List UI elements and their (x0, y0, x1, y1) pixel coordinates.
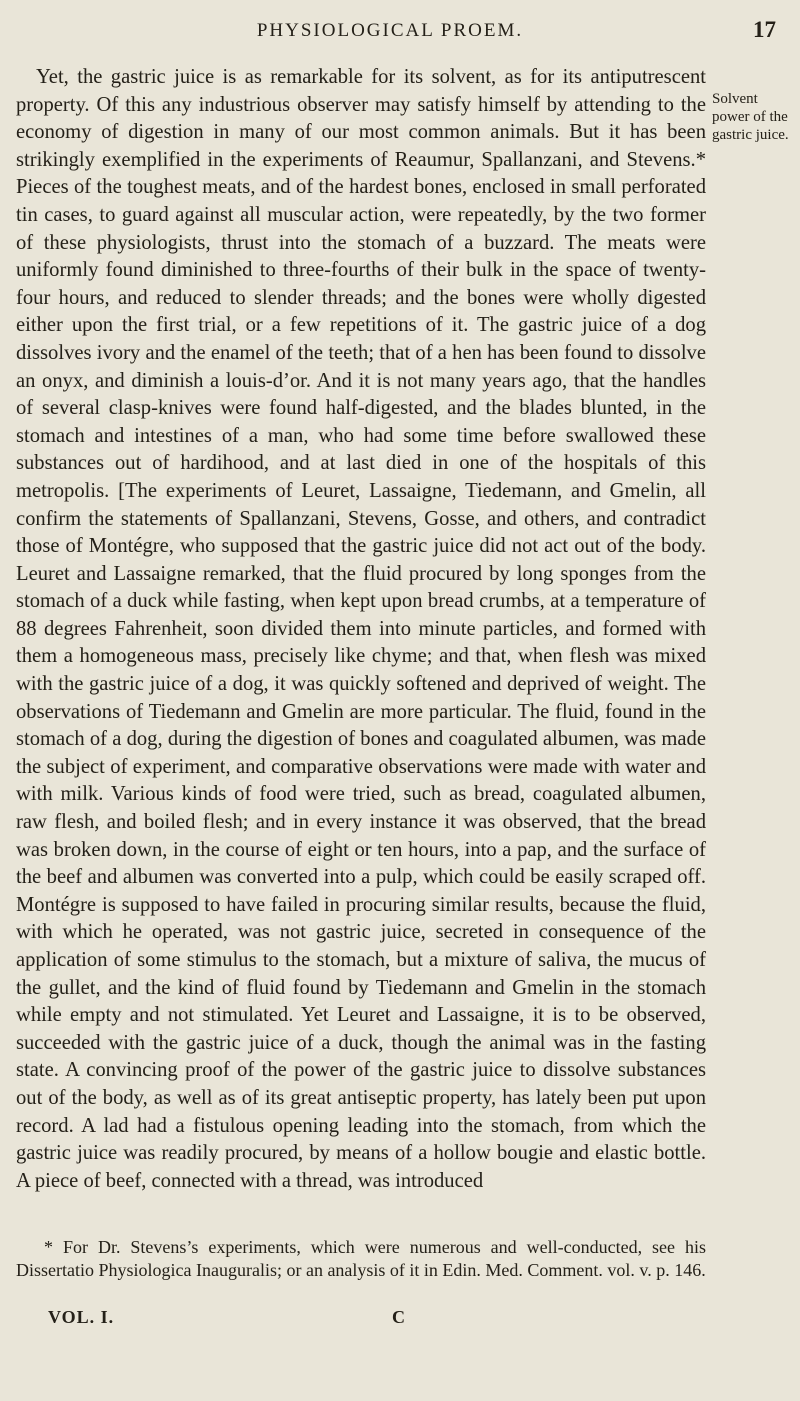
body-text: Yet, the gastric juice is as remarkable for its solvent, as for its antiputrescent property. Of this any industrious observer may satisfy himself by attending to the economy of digestion in many of our most common animals. But it has been strikingly exemplified in the experiments of Reaumur, Spallanzani, and Stevens.* Pieces of the toughest meats, and of the hardest bones, enclosed in small perforated tin cases, to guard against all muscular action, were repeatedly, by the two former of these physiologists, thrust into the stomach of a buzzard. The meats were uniformly found diminished to three-fourths of their bulk in the space of twenty-four hours, and reduced to slender threads; and the bones were wholly digested either upon the first trial, or a few repetitions of it. The gastric juice of a dog dissolves ivory and the enamel of the teeth; that of a hen has been found to dissolve an onyx, and diminish a louis-d’or. And it is not many years ago, that the handles of several clasp-knives were found half-digested, and the blades blunted, in the stomach and intestines of a man, who had some time before swallowed these substances out of hardihood, and at last died in one of the hospitals of this metropolis. [The experiments of Leuret, Lassaigne, Tiedemann, and Gmelin, all confirm the statements of Spallanzani, Stevens, Gosse, and others, and contradict those of Montégre, who supposed that the gastric juice did not act out of the body. Leuret and Lassaigne remarked, that the fluid procured by long sponges from the stomach of a duck while fasting, when kept upon bread crumbs, at a temperature of 88 degrees Fahrenheit, soon divided them into minute particles, and formed with them a homogeneous mass, precisely like chyme; and that, when flesh was mixed with the gastric juice of a dog, it was quickly softened and deprived of weight. The observations of Tiedemann and Gmelin are more particular. The fluid, found in the stomach of a dog, during the digestion of bones and coagulated albumen, was made the subject of experiment, and comparative observations were made with water and with milk. Various kinds of food were tried, such as bread, coagulated albumen, raw flesh, and boiled flesh; and in every instance it was observed, that the bread was broken down, in the course of eight or ten hours, into a pap, and the surface of the beef and albumen was converted into a pulp, which could be easily scraped off. Montégre is supposed to have failed in procuring similar results, because the fluid, with which he operated, was not gastric juice, secreted in consequence of the application of some stimulus to the stomach, but a mixture of saliva, the mucus of the gullet, and the kind of fluid found by Tiedemann and Gmelin in the stomach while empty and not stimulated. Yet Leuret and Lassaigne, it is to be observed, succeeded with the gastric juice of a duck, though the animal was in the fasting state. A convincing proof of the power of the gastric juice to dissolve substances out of the body, as well as of its great antiseptic property, has lately been put upon record. A lad had a fistulous opening leading into the stomach, from which the gastric juice was readily procured, by means of a hollow bougie and elastic bottle. A piece of beef, connected with a thread, was introduced (16, 66, 706, 1192)
signature-mark: C (392, 1307, 405, 1327)
signature-line (48, 1307, 548, 1337)
volume-label: VOL. I. (48, 1307, 115, 1327)
running-title: PHYSIOLOGICAL PROEM. (256, 20, 524, 41)
page-number: 17 (753, 17, 776, 42)
footnote: * For Dr. Stevens’s experiments, which were numerous and well-conducted, see his Dissertatio Physiologica Inauguralis; or an analysis of it in Edin. Med. Comment. vol. v. p. 146. (16, 1237, 706, 1280)
marginal-note: Solvent power of the gastric juice. (712, 91, 789, 143)
